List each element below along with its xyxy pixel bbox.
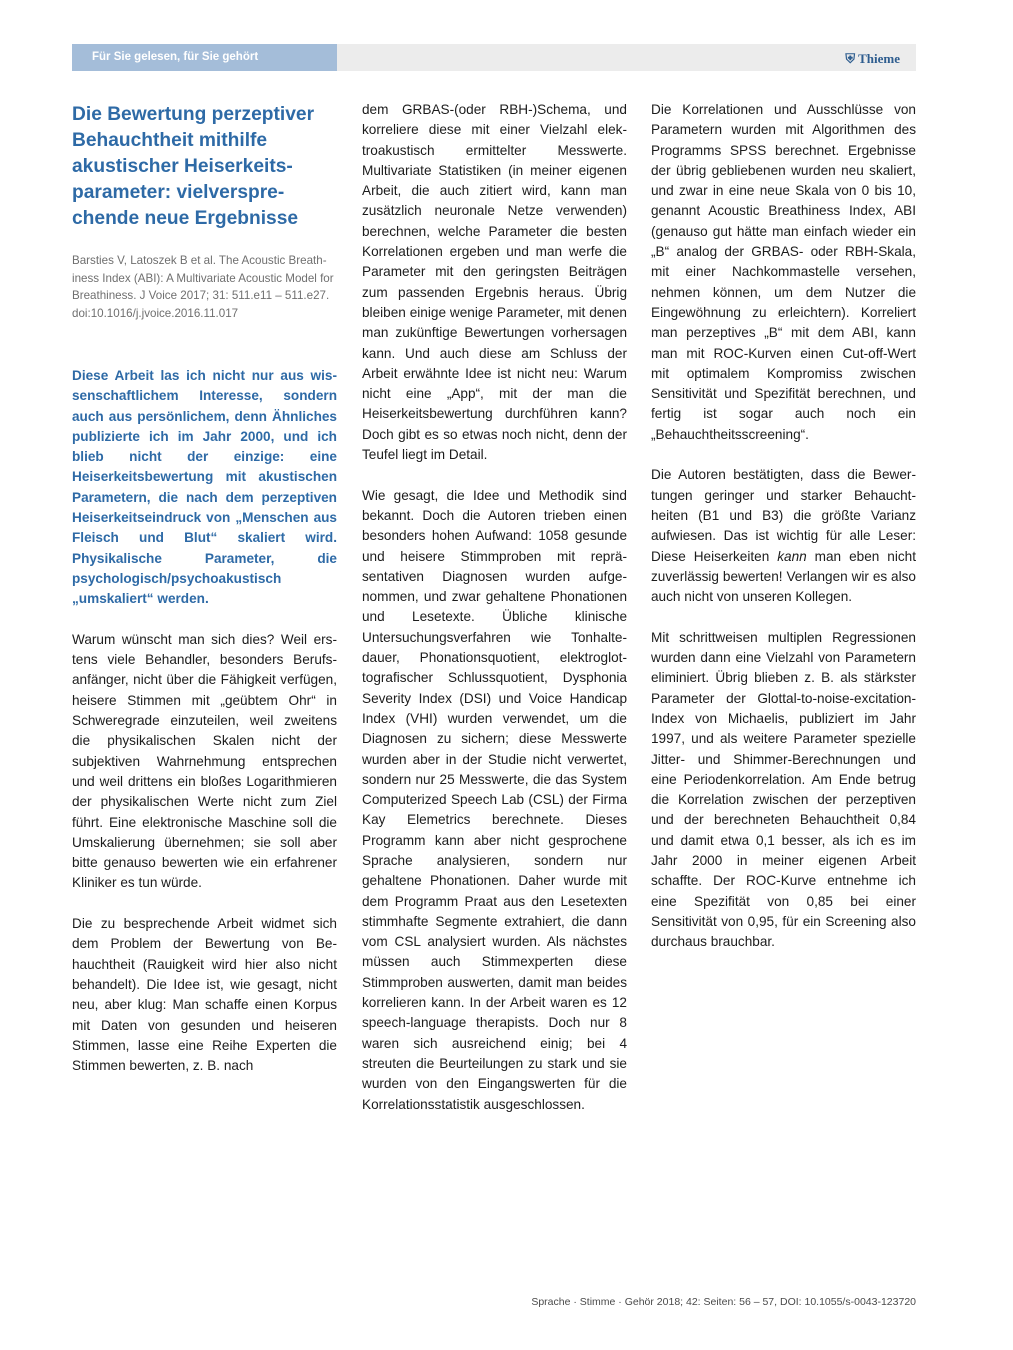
emphasis-text: kann [777,548,807,564]
page-footer: Sprache · Stimme · Gehör 2018; 42: Seiten: 56 – 57, DOI: 10.1055/s-0043-123720 [531,1296,916,1308]
section-label: Für Sie gelesen, für Sie gehört [72,44,337,71]
body-paragraph: Wie gesagt, die Idee und Methodik sind bekannt. Doch die Autoren trieben einen besonders hohen Aufwand: 1058 gesunde und heisere Stimmproben mit repräsentativen Diagnosen wurden aufgenommen, und zwar gehaltene Phonationen und Lesetexte. Übliche klinische Untersuchungsverfahren wie Tonhaltedauer, Phonationsquotient, elektroglottografischer Schlussquotient, Dysphonia Severity Index (DSI) und Voice Handicap Index (VHI) wurden verwendet, um die Diagnosen zu sichern; diese Messwerte wurden aber in der Studie nicht verwertet, sondern nur 25 Messwerte, die das System Computerized Speech Lab (CSL) der Firma Kay Elemetrics berechnete. Dieses Programm kann aber nicht gesprochene Sprache analysieren, sondern nur gehaltene Phonationen. Daher wurde mit dem Programm Praat aus den Lesetexten stimmhafte Segmente extrahiert, die dann vom CSL analysiert wurden. Als nächstes müssen auch Stimmexperten diese Stimmproben auswerten, damit man beides korrelieren kann. In der Arbeit waren es 12 speech-language therapists. Doch nur 8 waren sich ausreichend einig; bei 4 streuten die Beurteilungen zu stark und sie wurden von den Eingangswerten für die Korrelationsstatistik ausgeschlossen. [362,487,627,1112]
article-citation: Barsties V, Latoszek B et al. The Acoustic Breathiness Index (ABI): A Multivariate Acoustic Model for Breathiness. J Voice 2017; 31: 511.e11 – 511.e27. doi:10.1016/j.jvoice.2016.11.017 [72,254,334,320]
column-3 [651,100,916,973]
body-paragraph: dem GRBAS-(oder RBH-)Schema, und korreliere diese mit einer Vielzahl elektroakustisch ermittelter Messwerte. Multivariate Statistiken (in meiner eigenen Arbeit, die auch zitiert wird, kann man zusätzlich neuronale Netze verwenden) berechnen, welche Parameter die besten Korrelationen ergeben und man werfe die Parameter mit den geringsten Beiträgen zum passenden Ergebnis heraus. Übrig bleiben einige wenige Parameter, mit denen man zukünftige Bewertungen vorhersagen kann. Und auch diese am Schluss der Arbeit erwähnte Idee ist nicht neu: Warum nicht eine „App“, mit der man die Heiserkeitsbewertung durchführen kann? Doch gibt es so etwas noch nicht, denn der Teufel liegt im Detail. [362,102,627,463]
column-2 [362,100,627,1135]
publisher-name: Thieme [858,51,900,66]
thieme-shield-icon: ⛨ [845,51,856,66]
body-paragraph [651,465,916,607]
text-run: man eben nicht zuverlässig bewerten! Verlangen wir es also auch nicht von unseren Kollegen. [651,548,916,605]
lead-paragraph: Diese Arbeit las ich nicht nur aus wissenschaftlichem Interesse, sondern auch aus persönlichem, denn Ähnliches publizierte ich im Jahr 2000, und ich blieb nicht der einzige: eine Heiserkeitsbewertung mit akustischen Parametern, die nach dem perzeptiven Heiserkeitseindruck von „Menschen aus Fleisch und Blut“ skaliert wird. Physikalische Parameter, die psychologisch/psychoakustisch „umskaliert“ werden. [72,368,337,607]
body-paragraph: Mit schrittweisen multiplen Regressionen wurden dann eine Vielzahl von Parametern eliminiert. Übrig blieben z. B. als stärkster Parameter der Glottal-to-noise-excitation-Index von Michaelis, publiziert im Jahr 1997, und als weitere Parameter spezielle Jitter- und Shimmer-Berechnungen und eine Periodenkorrelation. Am Ende betrug die Korrelation zwischen der perzeptiven und der berechneten Behauchtheit 0,84 und damit etwa 0,1 besser, als ich es im Jahr 2000 in meiner eigenen Arbeit schaffte. Der ROC-Kurve entnehme ich eine Spezifität von 0,85 bei einer Sensitivität von 0,95, für ein Screening also durchaus brauchbar. [651,629,916,950]
body-paragraph: Warum wünscht man sich dies? Weil erstens viele Behandler, besonders Berufsanfänger, nicht über die Fähigkeit verfügen, heisere Stimmen mit „geübtem Ohr“ in Schweregrade einzuteilen, weil zweitens die physikalischen Skalen nicht der subjektiven Wahrnehmung entsprechen und weil drittens ein bloßes Logarithmieren der physikalischen Werte nicht zum Ziel führt. Eine elektronische Maschine soll die Umskalierung übernehmen; sie soll aber bitte genauso bewerten wie ein erfahrener Kliniker es tun würde. [72,631,337,891]
article-title: Die Bewertung perzeptiver Behauchtheit mithilfe akustischer Heiserkeitsparameter: vielversprechende neue Ergebnisse [72,104,315,229]
publisher-logo [845,44,900,71]
running-header [72,44,916,71]
body-paragraph: Die Korrelationen und Ausschlüsse von Parametern wurden mit Algorithmen des Programms SPSS berechnet. Ergebnisse der übrig gebliebenen wurden neu skaliert, und zwar in eine neue Skala von 0 bis 10, genannt Acoustic Breathiness Index, ABI (genauso gut hätte man einfach wieder ein „B“ analog der GRBAS- oder RBH-Skala, mit einer Nachkommastelle versehen, nehmen können, um dem Nutzer die Eingewöhnung zu erleichtern). Korreliert man perzeptives „B“ mit dem ABI, kann man mit ROC-Kurven einen Cut-off-Wert mit optimalem Kompromiss zwischen Sensitivität und Spezifität berechnen, und fertig ist sogar auch noch ein „Behauchtheitsscreening“. [651,102,916,442]
column-1 [72,100,337,1097]
text-run: Die Autoren bestätigten, dass die Bewertungen geringer und starker Behauchtheiten (B1 und B3) die größte Varianz aufwiesen. Das ist wichtig für alle Leser: Diese Heiserkeiten [651,467,916,564]
body-paragraph: Die zu besprechende Arbeit widmet sich dem Problem der Bewertung von Behauchtheit (Rauigkeit wird hier also nicht behandelt). Die Idee ist, wie gesagt, nicht neu, aber klug: Man schaffe einen Korpus mit Daten von gesunden und heiseren Stimmen, lasse eine Reihe Experten die Stimmen bewerten, z. B. nach [72,916,337,1074]
